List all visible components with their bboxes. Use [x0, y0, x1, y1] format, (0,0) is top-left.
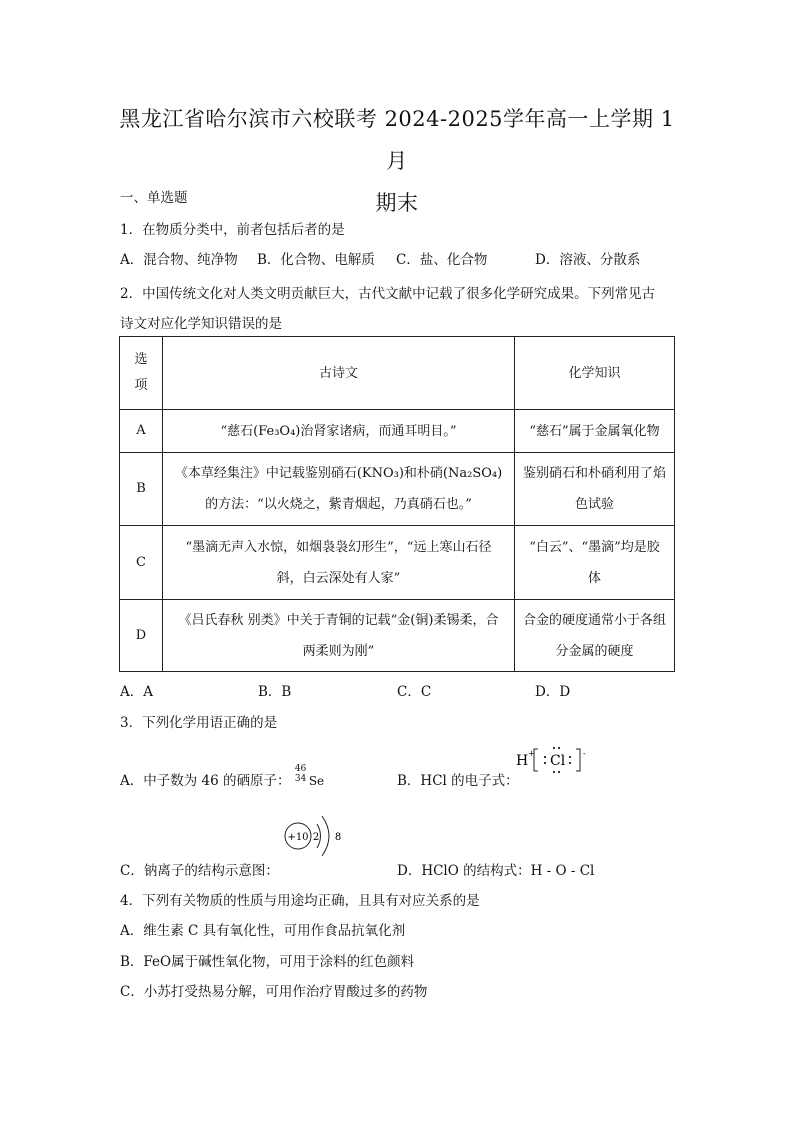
positive-charge-sign: + [528, 749, 535, 758]
row-option: B [120, 453, 163, 526]
row-knowledge: “慈石”属于金属氧化物 [515, 410, 675, 453]
table-row [120, 600, 675, 672]
q4-option-c: C．小苏打受热易分解，可用作治疗胃酸过多的药物 [120, 984, 428, 1000]
row-poem: “墨滴无声入水惊，如烟袅袅幻形生”，“远上寒山石径斜，白云深处有人家” [163, 526, 515, 600]
q3-option-c-text: C．钠离子的结构示意图： [120, 863, 279, 879]
chlorine-symbol: Cl [550, 753, 566, 769]
q4-option-a: A．维生素 C 具有氧化性，可用作食品抗氧化剂 [120, 923, 406, 939]
atomic-number: 34 [294, 774, 307, 784]
table-row [120, 526, 675, 600]
row-option: D [120, 600, 163, 672]
q2-table [119, 336, 675, 672]
selenium-nuclide [294, 764, 309, 785]
row-knowledge: 合金的硬度通常小于各组分金属的硬度 [515, 600, 675, 672]
table-row [120, 410, 675, 453]
q2-option-b: B．B [258, 684, 292, 700]
element-symbol: Se [308, 774, 325, 788]
shell-1-count: 2 [312, 832, 320, 843]
row-option: C [120, 526, 163, 600]
q3-option-a-text: A．中子数为 46 的硒原子： [120, 773, 291, 789]
row-poem: 《本草经集注》中记载鉴别硝石(KNO₃)和朴硝(Na₂SO₄)的方法：“以火烧之，紫青烟起，乃真硝石也。” [163, 453, 515, 526]
q2-stem-line-2: 诗文对应化学知识错误的是 [120, 316, 282, 332]
negative-charge-sign: - [583, 749, 586, 758]
q1-option-c: C．盐、化合物 [396, 252, 488, 268]
shell-2-count: 8 [334, 832, 342, 843]
section-heading: 一、单选题 [120, 190, 188, 206]
table-row [120, 453, 675, 526]
row-knowledge: “白云”、“墨滴”均是胶体 [515, 526, 675, 600]
q3-option-b-text: B．HCl 的电子式： [397, 773, 519, 789]
q3-option-a [120, 764, 325, 789]
q1-stem: 1．在物质分类中，前者包括后者的是 [120, 222, 345, 238]
q2-option-a: A．A [120, 684, 153, 700]
title-line-1: 黑龙江省哈尔滨市六校联考 2024-2025学年高一上学期 1 月 [119, 107, 675, 173]
row-knowledge: 鉴别硝石和朴硝利用了焰色试验 [515, 453, 675, 526]
q2-option-c: C．C [397, 684, 432, 700]
q2-option-d: D．D [535, 684, 571, 700]
q1-option-a: A．混合物、纯净物 [120, 252, 238, 268]
nucleus-charge: +10 [287, 832, 309, 843]
right-bracket [576, 749, 580, 771]
mass-number: 46 [294, 764, 307, 774]
row-option: A [120, 410, 163, 453]
q1-option-d: D．溶液、分散系 [535, 252, 641, 268]
row-poem: 《吕氏春秋 别类》中关于青铜的记载“金(铜)柔锡柔，合两柔则为刚” [163, 600, 515, 672]
q3-stem: 3．下列化学用语正确的是 [120, 715, 278, 731]
q4-option-b: B．FeO属于碱性氧化物，可用于涂料的红色颜料 [120, 954, 415, 970]
q3-option-d: D．HClO 的结构式：H - O - Cl [397, 863, 595, 879]
sodium-ion-structure-diagram [282, 800, 352, 870]
q4-stem: 4．下列有关物质的性质与用途均正确，且具有对应关系的是 [120, 893, 480, 909]
hcl-electron-formula [514, 743, 594, 777]
header-poem: 古诗文 [163, 337, 515, 410]
hydrogen-symbol: H [516, 753, 529, 769]
electron-shell-2 [322, 816, 329, 856]
q1-option-b: B．化合物、电解质 [257, 252, 375, 268]
title-line-2: 期末 [375, 191, 419, 215]
table-header-row [120, 337, 675, 410]
header-option: 选项 [120, 337, 163, 410]
document-title [110, 98, 684, 224]
row-poem: “慈石(Fe₃O₄)治肾家诸病，而通耳明目。” [163, 410, 515, 453]
header-knowledge: 化学知识 [515, 337, 675, 410]
q2-stem-line-1: 2．中国传统文化对人类文明贡献巨大，古代文献中记载了很多化学研究成果。下列常见古 [120, 286, 656, 302]
